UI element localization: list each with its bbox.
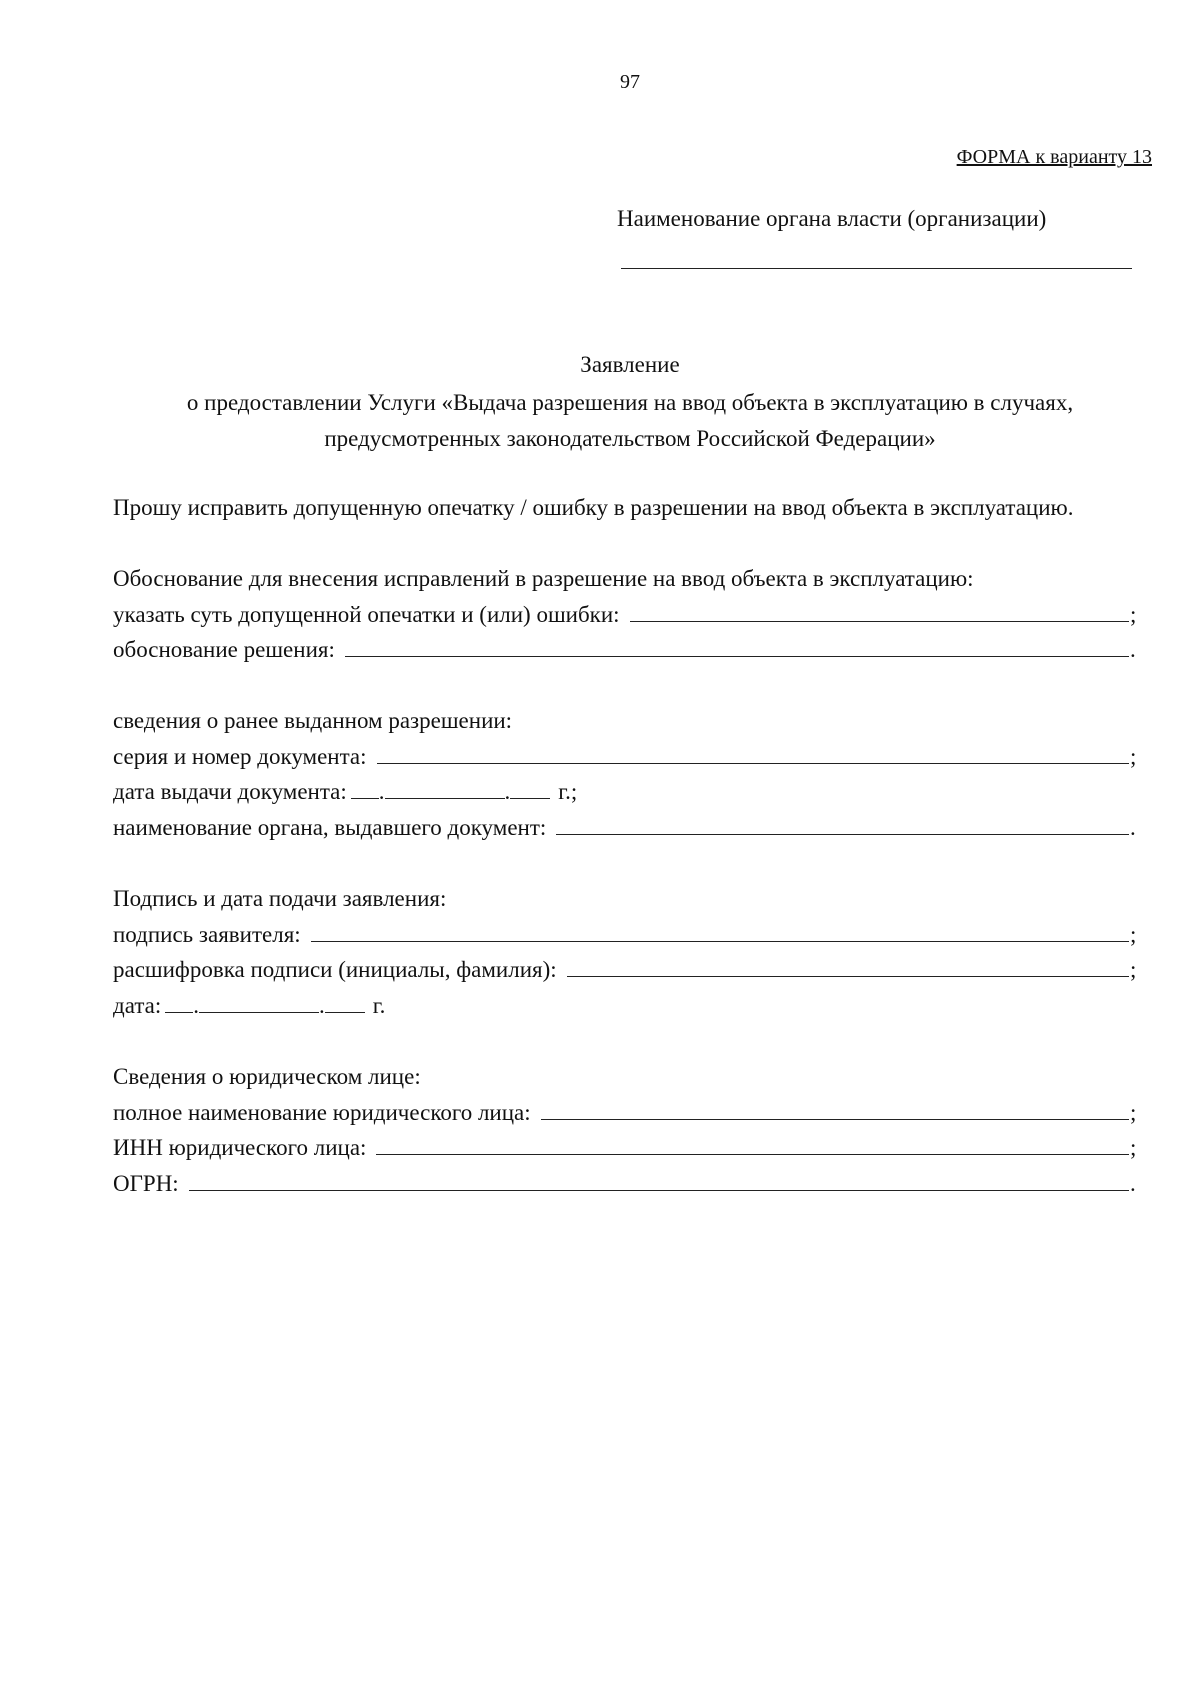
signature-heading xyxy=(113,886,1140,912)
row-end-punct: . xyxy=(1130,815,1136,840)
legal-entity-name-row xyxy=(113,1100,1140,1126)
previous-permit-heading xyxy=(113,708,1140,734)
issue-date-year-field[interactable] xyxy=(510,780,550,799)
row-end-punct: . xyxy=(1130,1171,1136,1196)
request-label: Прошу исправить допущенную опечатку / ошибку в разрешении на ввод объекта в эксплуатацию. xyxy=(113,495,1074,520)
year-suffix: г.; xyxy=(558,779,578,804)
request-text xyxy=(113,495,1140,521)
document-title: Заявление xyxy=(580,352,680,377)
inn-field[interactable] xyxy=(376,1136,1129,1155)
series-number-row xyxy=(113,744,1140,770)
page-number: 97 xyxy=(620,71,640,93)
document-subtitle-line-2: предусмотренных законодательством Российской Федерации» xyxy=(324,426,936,451)
justification-heading xyxy=(113,566,1140,592)
authority-label: Наименование органа власти (организации) xyxy=(617,206,1047,231)
ogrn-field[interactable] xyxy=(189,1172,1129,1191)
row-end-punct: ; xyxy=(1130,744,1137,769)
issuer-field[interactable] xyxy=(556,816,1129,835)
year-suffix: г. xyxy=(372,993,386,1018)
row-end-punct: ; xyxy=(1130,602,1137,627)
decision-basis-label: обоснование решения: xyxy=(113,637,335,662)
date-separator: . xyxy=(319,993,325,1018)
issue-date-row xyxy=(113,779,1140,805)
error-essence-field[interactable] xyxy=(630,603,1129,622)
document-subtitle-line-1: о предоставлении Услуги «Выдача разрешения на ввод объекта в эксплуатацию в случаях, xyxy=(186,390,1074,415)
legal-entity-heading-label: Сведения о юридическом лице: xyxy=(113,1064,421,1089)
row-end-punct: ; xyxy=(1130,957,1137,982)
signature-date-row xyxy=(113,993,1140,1019)
row-end-punct: . xyxy=(1130,637,1136,662)
previous-permit-heading-label: сведения о ранее выданном разрешении: xyxy=(113,708,513,733)
row-end-punct: ; xyxy=(1130,1100,1137,1125)
signature-decoding-row xyxy=(113,957,1140,983)
form-reference: ФОРМА к варианту 13 xyxy=(956,146,1152,168)
inn-row xyxy=(113,1135,1140,1161)
legal-entity-name-field[interactable] xyxy=(541,1101,1129,1120)
series-number-label: серия и номер документа: xyxy=(113,744,367,769)
legal-entity-heading xyxy=(113,1064,1140,1090)
date-separator: . xyxy=(193,993,199,1018)
issue-date-label: дата выдачи документа: xyxy=(113,779,347,804)
justification-heading-label: Обоснование для внесения исправлений в разрешение на ввод объекта в эксплуатацию: xyxy=(113,566,974,591)
decision-basis-field[interactable] xyxy=(345,638,1129,657)
ogrn-label: ОГРН: xyxy=(113,1171,179,1196)
series-number-field[interactable] xyxy=(377,745,1129,764)
applicant-signature-label: подпись заявителя: xyxy=(113,922,301,947)
signature-decoding-label: расшифровка подписи (инициалы, фамилия): xyxy=(113,957,557,982)
signature-date-month-field[interactable] xyxy=(199,994,319,1013)
issue-date-month-field[interactable] xyxy=(385,780,505,799)
error-essence-row xyxy=(113,602,1140,628)
issuer-label: наименование органа, выдавшего документ: xyxy=(113,815,547,840)
signature-date-year-field[interactable] xyxy=(325,994,365,1013)
signature-heading-label: Подпись и дата подачи заявления: xyxy=(113,886,447,911)
signature-date-label: дата: xyxy=(113,993,162,1018)
applicant-signature-field[interactable] xyxy=(311,923,1129,942)
ogrn-row xyxy=(113,1171,1140,1197)
authority-fill-line[interactable] xyxy=(621,268,1132,269)
applicant-signature-row xyxy=(113,922,1140,948)
date-separator: . xyxy=(504,779,511,804)
legal-entity-name-label: полное наименование юридического лица: xyxy=(113,1100,531,1125)
signature-decoding-field[interactable] xyxy=(567,958,1129,977)
row-end-punct: ; xyxy=(1130,922,1137,947)
decision-basis-row xyxy=(113,637,1140,663)
signature-date-day-field[interactable] xyxy=(165,994,193,1013)
row-end-punct: ; xyxy=(1130,1135,1137,1160)
error-essence-label: указать суть допущенной опечатки и (или) ошибки: xyxy=(113,602,620,627)
inn-label: ИНН юридического лица: xyxy=(113,1135,367,1160)
date-separator: . xyxy=(378,779,385,804)
issue-date-day-field[interactable] xyxy=(351,780,379,799)
issuer-row xyxy=(113,815,1140,841)
